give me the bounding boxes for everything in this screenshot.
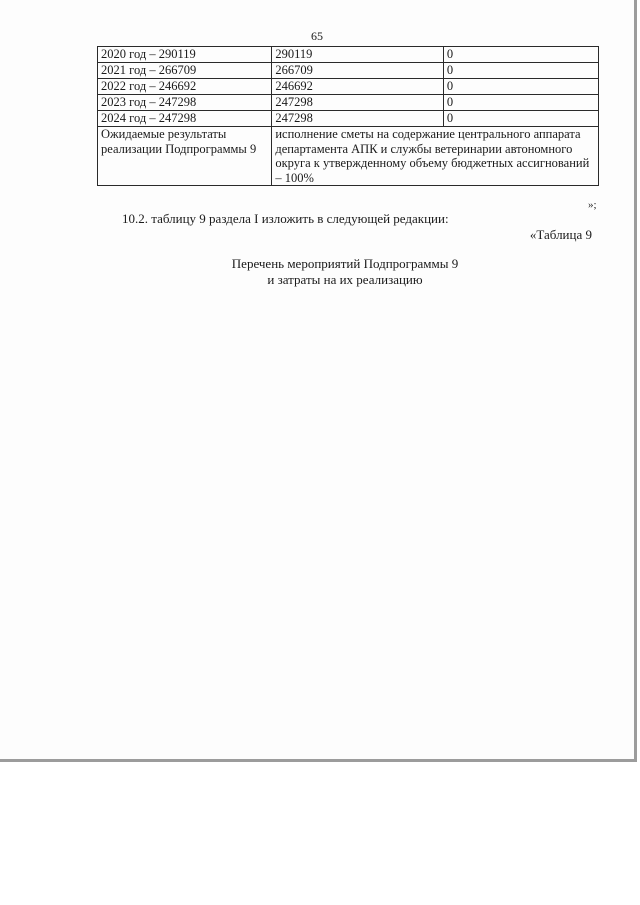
table-row <box>98 95 599 111</box>
year-label-cell: 2020 год – 290119 <box>98 47 272 63</box>
results-text-cell: исполнение сметы на содержание центрального аппарата департамента АПК и службы ветеринарии автономного округа к утвержденному объему бюджетных ассигнований – 100% <box>272 127 599 186</box>
closing-quote-mark: »; <box>588 199 597 211</box>
table-row <box>98 79 599 95</box>
year-label-cell: 2024 год – 247298 <box>98 111 272 127</box>
year-label-cell: 2021 год – 266709 <box>98 63 272 79</box>
section-title <box>0 256 640 288</box>
year-label-cell: 2023 год – 247298 <box>98 95 272 111</box>
budget-table <box>97 46 599 186</box>
page-number: 65 <box>311 29 323 43</box>
table-caption: «Таблица 9 <box>529 227 592 242</box>
total-cell: 290119 <box>272 47 444 63</box>
table-row <box>98 111 599 127</box>
total-cell: 247298 <box>272 111 444 127</box>
section-title-line-1: Перечень мероприятий Подпрограммы 9 <box>231 256 459 271</box>
budget-table-body <box>98 47 599 186</box>
table-row <box>98 47 599 63</box>
other-cell: 0 <box>443 63 598 79</box>
other-cell: 0 <box>443 95 598 111</box>
results-row <box>98 127 599 186</box>
year-label-cell: 2022 год – 246692 <box>98 79 272 95</box>
amendment-paragraph: 10.2. таблицу 9 раздела I изложить в следующей редакции: <box>122 211 449 226</box>
total-cell: 266709 <box>272 63 444 79</box>
other-cell: 0 <box>443 111 598 127</box>
total-cell: 247298 <box>272 95 444 111</box>
other-cell: 0 <box>443 47 598 63</box>
other-cell: 0 <box>443 79 598 95</box>
table-row <box>98 63 599 79</box>
results-label-cell: Ожидаемые результаты реализации Подпрограммы 9 <box>98 127 272 186</box>
total-cell: 246692 <box>272 79 444 95</box>
section-title-line-2: и затраты на их реализацию <box>267 272 423 287</box>
